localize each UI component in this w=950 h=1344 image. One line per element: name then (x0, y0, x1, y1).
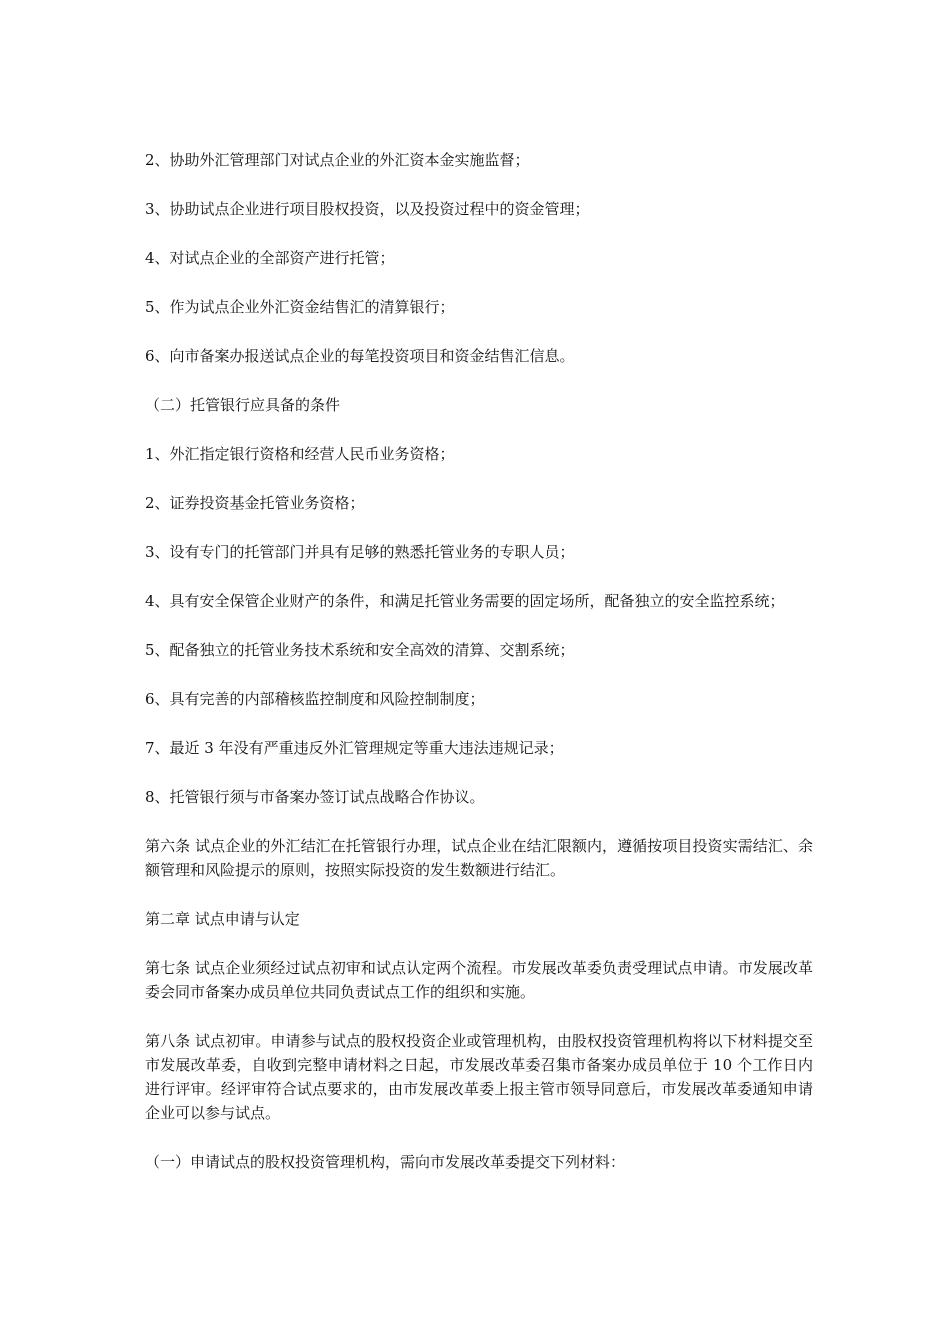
list-item: 4、具有安全保管企业财产的条件，和满足托管业务需要的固定场所，配备独立的安全监控系统； (145, 592, 785, 610)
list-item: 6、具有完善的内部稽核监控制度和风险控制制度； (145, 690, 485, 708)
list-item: 2、证券投资基金托管业务资格； (145, 494, 365, 512)
document-body (145, 148, 813, 1199)
list-item: 5、作为试点企业外汇资金结售汇的清算银行； (145, 298, 455, 316)
list-item: 3、设有专门的托管部门并具有足够的熟悉托管业务的专职人员； (145, 543, 575, 561)
list-item: 5、配备独立的托管业务技术系统和安全高效的清算、交割系统； (145, 641, 575, 659)
article-paragraph: 第八条 试点初审。申请参与试点的股权投资企业或管理机构，由股权投资管理机构将以下材料提交至市发展改革委，自收到完整申请材料之日起，市发展改革委召集市备案办成员单位于 10 个工作日内进行评审。经评审符合试点要求的，由市发展改革委上报主管市领导同意后，市发展改革委通知申请企业可以参与试点。 (145, 1032, 813, 1122)
list-item: 3、协助试点企业进行项目股权投资，以及投资过程中的资金管理； (145, 200, 590, 218)
list-item: 1、外汇指定银行资格和经营人民币业务资格； (145, 445, 455, 463)
list-item: 6、向市备案办报送试点企业的每笔投资项目和资金结售汇信息。 (145, 347, 575, 365)
article-paragraph: 第七条 试点企业须经过试点初审和试点认定两个流程。市发展改革委负责受理试点申请。市发展改革委会同市备案办成员单位共同负责试点工作的组织和实施。 (145, 959, 813, 1001)
section-heading: （二）托管银行应具备的条件 (145, 396, 341, 414)
list-item: 7、最近 3 年没有严重违反外汇管理规定等重大违法违规记录； (145, 739, 564, 757)
list-item: 4、对试点企业的全部资产进行托管； (145, 249, 395, 267)
list-item: 2、协助外汇管理部门对试点企业的外汇资本金实施监督； (145, 151, 530, 169)
chapter-heading: 第二章 试点申请与认定 (145, 910, 300, 928)
article-paragraph: 第六条 试点企业的外汇结汇在托管银行办理，试点企业在结汇限额内，遵循按项目投资实需结汇、余额管理和风险提示的原则，按照实际投资的发生数额进行结汇。 (145, 837, 813, 879)
list-item: 8、托管银行须与市备案办签订试点战略合作协议。 (145, 788, 485, 806)
section-heading: （一）申请试点的股权投资管理机构，需向市发展改革委提交下列材料： (145, 1153, 626, 1171)
